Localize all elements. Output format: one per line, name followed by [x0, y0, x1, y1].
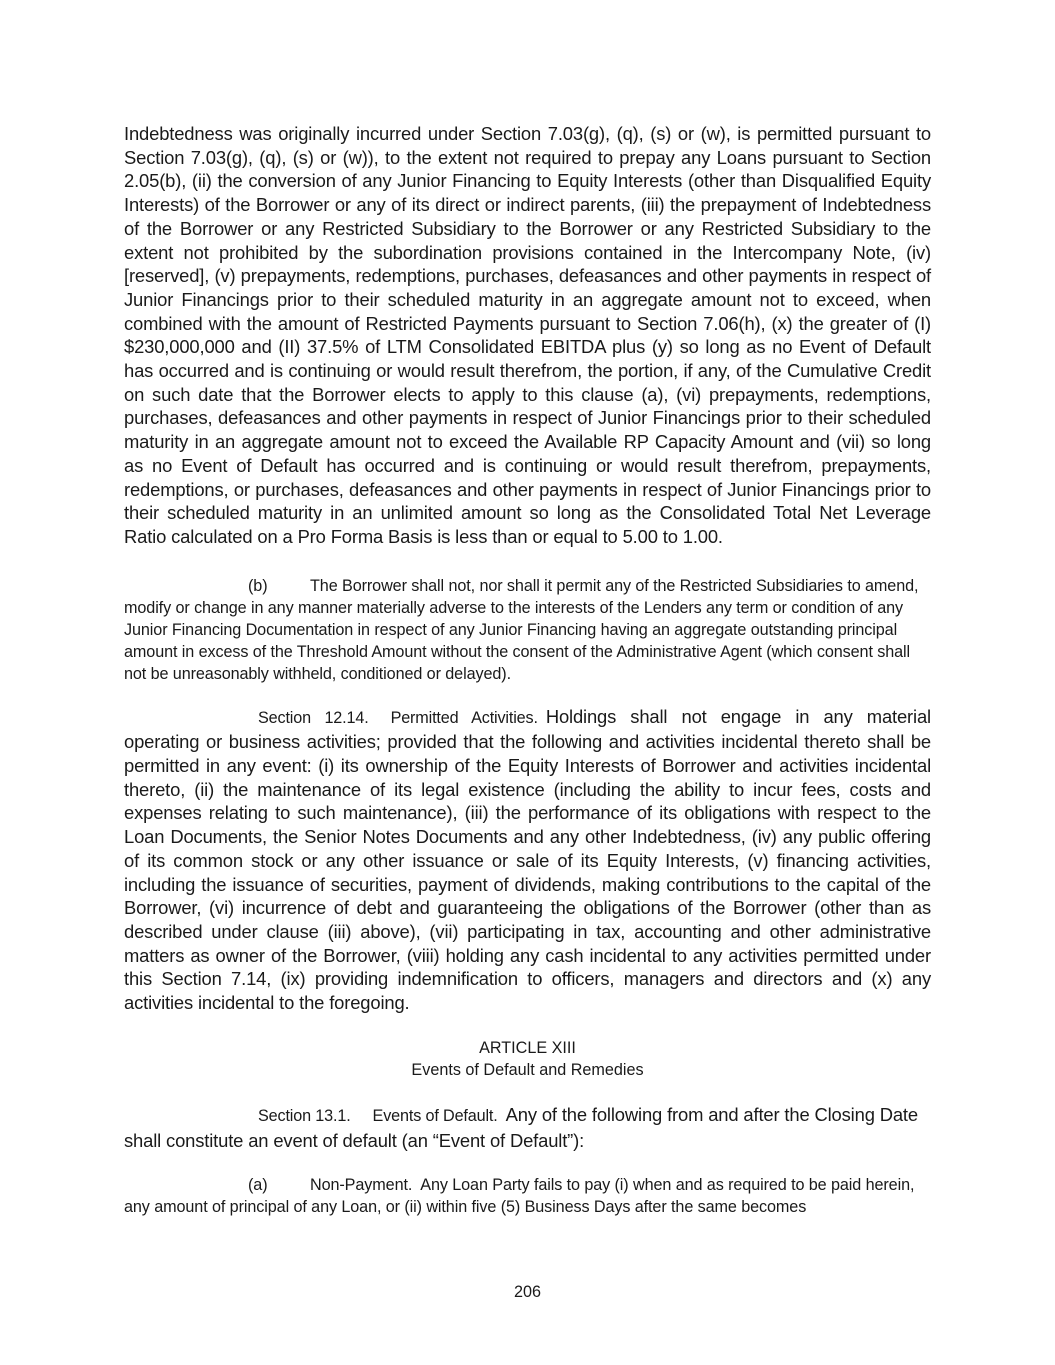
paragraph-junior-financing-payments: Indebtedness was originally incurred under Section 7.03(g), (q), (s) or (w), is permitted pursuant to Section 7.03(g), (q), (s) or (w)), to the extent not required to prepay any Loans pursuant to Section 2.05(b), (ii) the conversion of any Junior Financing to Equity Interests (other than Disqualified Equity Interests) of the Borrower or any of its direct or indirect parents, (iii) the prepayment of Indebtedness of the Borrower or any Restricted Subsidiary to the Borrower or any Restricted Subsidiary to the extent not prohibited by the subordination provisions contained in the Intercompany Note, (iv) [reserved], (v) prepayments, redemptions, purchases, defeasances and other payments in respect of Junior Financings prior to their scheduled maturity in an aggregate amount not to exceed, when combined with the amount of Restricted Payments pursuant to Section 7.06(h), (x) the greater of (I) $230,000,000 and (II) 37.5% of LTM Consolidated EBITDA plus (y) so long as no Event of Default has occurred and is continuing or would result therefrom, the portion, if any, of the Cumulative Credit on such date that the Borrower elects to apply to this clause (a), (vi) prepayments, redemptions, purchases, defeasances and other payments in respect of Junior Financings prior to their scheduled maturity in an aggregate amount not to exceed the Available RP Capacity Amount and (vii) so long as no Event of Default has occurred and is continuing or would result therefrom, prepayments, redemptions, or purchases, defeasances and other payments in respect of Junior Financings prior to their scheduled maturity in an unlimited amount so long as the Consolidated Total Net Leverage Ratio calculated on a Pro Forma Basis is less than or equal to 5.00 to 1.00.	[124, 123, 931, 547]
clause-number-a: (a)	[248, 1176, 268, 1195]
section-text: Any of the following from and after the Closing Date shall constitute an event of default (an “Event of Default”):	[124, 1103, 918, 1151]
article-heading-block	[124, 1037, 931, 1081]
article-heading: ARTICLE XIII	[479, 1038, 576, 1057]
section-text: Holdings shall not engage in any material operating or business activities; provided that the following and activities incidental thereto shall be permitted in any event: (i) its ownership of the Equity Interests of Borrower and activities incidental thereto, (ii) the maintenance of its legal existence (including the ability to incur fees, costs and expenses relating to such maintenance), (iii) the performance of its obligations with respect to the Loan Documents, the Senior Notes Documents and any other Indebtedness, (iv) any public offering of its common stock or any other issuance or sale of its Equity Interests, (v) financing activities, including the issuance of securities, payment of dividends, making contributions to the capital of the Borrower, (vi) incurrence of debt and guaranteeing the obligations of the Borrower (other than as described under clause (iii) above), (vii) participating in tax, accounting and other administrative matters as owner of the Borrower, (viii) holding any cash incidental to any activities permitted under this Section 7.14, (ix) providing indemnification to officers, managers and directors and (x) any activities incidental to the foregoing.	[124, 705, 931, 1014]
section-number: Section 13.1.	[258, 1106, 351, 1125]
document-page	[124, 122, 931, 1218]
paragraph-b-amendments	[124, 575, 931, 685]
page-number: 206	[513, 1283, 541, 1301]
article-subtitle: Events of Default and Remedies	[411, 1060, 644, 1079]
clause-a-text: Any Loan Party fails to pay (i) when and as required to be paid herein, any amount of principal of any Loan, or (ii) within five (5) Business Days after the same becomes	[124, 1176, 915, 1217]
section-13-1-events-of-default	[124, 1103, 931, 1152]
paragraph-a-non-payment	[124, 1174, 931, 1218]
section-number: Section 12.14.	[258, 708, 369, 727]
section-title: Events of Default.	[372, 1106, 498, 1125]
clause-b-text: The Borrower shall not, nor shall it permit any of the Restricted Subsidiaries to amend, modify or change in any manner materially adverse to the interests of the Lenders any term or condition of any Junior Financing Documentation in respect of any Junior Financing having an aggregate outstanding principal amount in excess of the Threshold Amount without the consent of the Administrative Agent (which consent shall not be unreasonably withheld, conditioned or delayed).	[124, 576, 919, 683]
clause-a-title: Non-Payment.	[310, 1176, 413, 1195]
clause-number-b: (b)	[248, 576, 268, 595]
section-title: Permitted Activities.	[390, 708, 538, 727]
section-12-14-permitted-activities	[124, 705, 931, 1015]
